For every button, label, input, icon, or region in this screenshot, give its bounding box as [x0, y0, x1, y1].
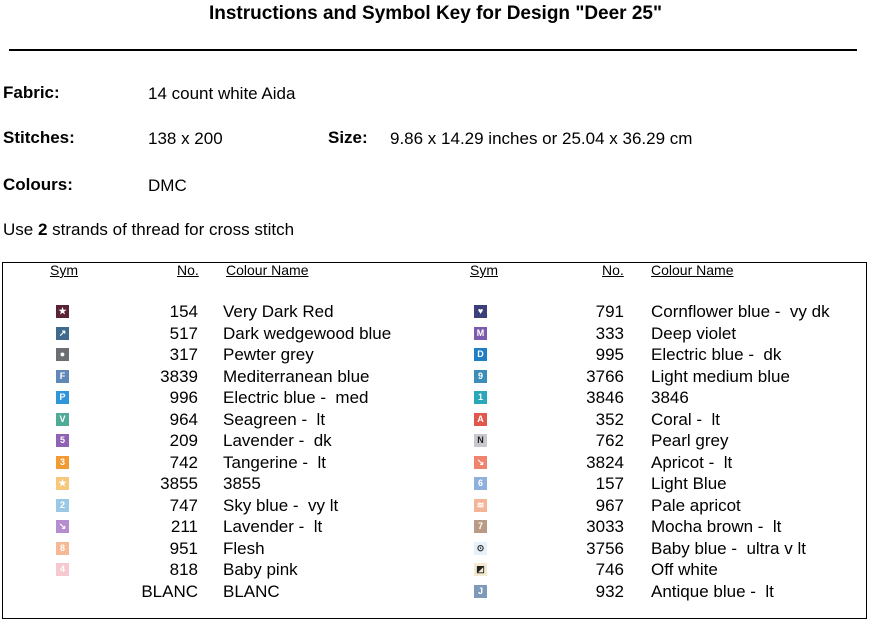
page-title: Instructions and Symbol Key for Design "Deer 25": [208, 3, 662, 24]
thread-symbol-icon: P: [56, 391, 69, 404]
thread-symbol-icon: ♥: [474, 305, 487, 318]
dmc-number: 333: [595, 323, 624, 343]
fabric-value: 14 count white Aida: [148, 84, 296, 103]
colour-name: 3846: [651, 388, 689, 407]
colour-name: Flesh: [223, 538, 265, 558]
colour-name: Mocha brown - lt: [651, 517, 782, 536]
right-name-header: Colour Name: [651, 262, 734, 278]
dmc-number: 996: [169, 388, 198, 407]
colour-name: BLANC: [223, 581, 280, 601]
thread-symbol-icon: A: [474, 413, 487, 426]
colour-name: Cornflower blue - vy dk: [651, 302, 830, 321]
dmc-number: 3839: [160, 366, 198, 386]
thread-symbol-icon: 5: [56, 434, 69, 447]
thread-symbol-icon: ●: [56, 348, 69, 361]
colour-name: Mediterranean blue: [223, 366, 370, 386]
colours-value: DMC: [148, 176, 187, 195]
thread-symbol-icon: 6: [474, 477, 487, 490]
colour-name: Deep violet: [651, 323, 737, 343]
key-row: [0, 516, 871, 537]
key-row: [0, 409, 871, 430]
dmc-number: BLANC: [141, 581, 198, 601]
colour-name: Pewter grey: [223, 345, 314, 364]
thread-symbol-icon: ⊙: [474, 542, 487, 555]
key-row: [0, 495, 871, 516]
colour-name: Baby blue - ultra v lt: [651, 538, 806, 558]
colour-name: Sky blue - vy lt: [223, 495, 339, 515]
fabric-label: Fabric:: [3, 83, 60, 102]
dmc-number: 742: [169, 452, 198, 472]
colour-name: Pale apricot: [651, 495, 741, 515]
dmc-number: 964: [169, 409, 198, 429]
key-row: [0, 581, 871, 602]
dmc-number: 951: [169, 538, 198, 558]
left-no-header: No.: [177, 262, 199, 278]
key-row: [0, 452, 871, 473]
colours-label: Colours:: [3, 175, 73, 194]
thread-symbol-icon: ★: [56, 305, 69, 318]
colour-name: Very Dark Red: [223, 302, 334, 321]
colour-name: Electric blue - med: [223, 388, 369, 407]
thread-symbol-icon: J: [474, 585, 487, 598]
dmc-number: 791: [595, 302, 624, 321]
dmc-number: 3824: [586, 452, 624, 472]
dmc-number: 211: [170, 517, 198, 536]
dmc-number: 3846: [586, 388, 624, 407]
key-row: [0, 323, 871, 344]
dmc-number: 967: [595, 495, 624, 515]
colour-name: Off white: [651, 560, 718, 579]
thread-symbol-icon: D: [474, 348, 487, 361]
thread-symbol-icon: V: [56, 413, 69, 426]
dmc-number: 762: [595, 431, 624, 450]
colour-name: Electric blue - dk: [651, 345, 782, 364]
left-sym-header: Sym: [50, 262, 78, 278]
stitches-value: 138 x 200: [148, 129, 223, 148]
dmc-number: 3756: [586, 538, 624, 558]
thread-symbol-icon: ↗: [56, 327, 69, 340]
thread-symbol-icon: ↘: [474, 456, 487, 469]
dmc-number: 3033: [586, 517, 624, 536]
dmc-number: 317: [169, 345, 198, 364]
thread-symbol-icon: 4: [56, 563, 69, 576]
key-row: [0, 473, 871, 494]
key-row: [0, 387, 871, 408]
colour-name: Seagreen - lt: [223, 409, 326, 429]
thread-symbol-icon: 8: [56, 542, 69, 555]
strands-count: 2: [37, 220, 48, 239]
right-sym-header: Sym: [470, 262, 498, 278]
dmc-number: 3766: [586, 366, 624, 386]
colour-name: Lavender - lt: [223, 517, 323, 536]
colour-name: Light Blue: [651, 474, 727, 493]
dmc-number: 209: [169, 431, 198, 450]
thread-symbol-icon: M: [474, 327, 487, 340]
dmc-number: 747: [169, 495, 198, 515]
dmc-number: 154: [169, 302, 198, 321]
left-name-header: Colour Name: [226, 262, 309, 278]
thread-symbol-icon: N: [474, 434, 487, 447]
dmc-number: 818: [169, 560, 198, 579]
dmc-number: 352: [595, 409, 624, 429]
dmc-number: 517: [169, 323, 198, 343]
colour-name: Lavender - dk: [223, 431, 332, 450]
stitches-label: Stitches:: [3, 128, 75, 147]
key-row: [0, 559, 871, 580]
colour-name: Pearl grey: [651, 431, 729, 450]
colour-name: Baby pink: [223, 560, 298, 579]
colour-name: Antique blue - lt: [651, 581, 774, 601]
colour-name: Coral - lt: [651, 409, 720, 429]
thread-symbol-icon: 7: [474, 520, 487, 533]
note-prefix: Use: [3, 220, 38, 239]
key-row: [0, 366, 871, 387]
thread-symbol-icon: ★: [56, 477, 69, 490]
right-no-header: No.: [602, 262, 624, 278]
thread-symbol-icon: 1: [474, 391, 487, 404]
colour-name: Apricot - lt: [651, 452, 733, 472]
dmc-number: 995: [595, 345, 624, 364]
colour-name: Light medium blue: [651, 366, 790, 386]
thread-symbol-icon: F: [56, 370, 69, 383]
dmc-number: 746: [595, 560, 624, 579]
key-row: [0, 538, 871, 559]
thread-symbol-icon: ↘: [56, 520, 69, 533]
note-suffix: strands of thread for cross stitch: [47, 220, 295, 239]
thread-symbol-icon: ≋: [474, 499, 487, 512]
dmc-number: 157: [595, 474, 624, 493]
dmc-number: 932: [595, 581, 624, 601]
size-value: 9.86 x 14.29 inches or 25.04 x 36.29 cm: [390, 129, 693, 148]
key-row: [0, 344, 871, 365]
size-label: Size:: [328, 128, 368, 147]
title-divider: [9, 49, 857, 51]
dmc-number: 3855: [160, 474, 198, 493]
key-row: [0, 301, 871, 322]
thread-symbol-icon: 9: [474, 370, 487, 383]
thread-symbol-icon: 2: [56, 499, 69, 512]
colour-name: 3855: [223, 474, 261, 493]
colour-name: Tangerine - lt: [223, 452, 326, 472]
key-row: [0, 430, 871, 451]
colour-name: Dark wedgewood blue: [223, 323, 392, 343]
thread-symbol-icon: 3: [56, 456, 69, 469]
strands-note: [3, 220, 294, 240]
thread-symbol-icon: ◩: [474, 563, 487, 576]
